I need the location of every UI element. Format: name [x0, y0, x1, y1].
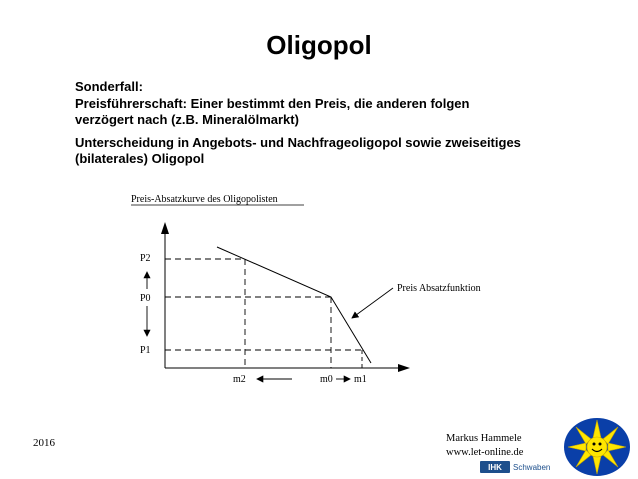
x-label-m1: m1 — [354, 374, 367, 385]
text-line-unterscheidung: Unterscheidung in Angebots- und Nachfrageoligopol sowie zweiseitiges — [75, 134, 521, 150]
ihk-logo — [480, 460, 566, 474]
x-label-m2: m2 — [233, 374, 246, 385]
ihk-text: Schwaben — [513, 462, 551, 472]
author-website[interactable]: www.let-online.de — [446, 447, 524, 458]
footer-author-block — [446, 432, 523, 460]
y-axis-arrowhead — [161, 222, 169, 234]
price-demand-curve — [217, 247, 371, 363]
text-line-sonderfall: Sonderfall: — [75, 79, 143, 94]
sun-logo-icon — [562, 416, 632, 478]
author-name: Markus Hammele — [446, 433, 522, 444]
y-label-p0: P0 — [140, 293, 151, 304]
text-line-preisfuehrerschaft: Preisführerschaft: Einer bestimmt den Preis, die anderen folgen — [75, 95, 470, 111]
footer-year: 2016 — [33, 437, 55, 449]
text-line-verzoegert: verzögert nach (z.B. Mineralölmarkt) — [75, 112, 299, 127]
text-line-bilaterales: (bilaterales) Oligopol — [75, 151, 205, 166]
slide-title: Oligopol — [266, 30, 372, 60]
x-label-m0: m0 — [320, 374, 333, 385]
x-axis-arrowhead — [398, 364, 410, 372]
ihk-mark: IHK — [480, 461, 510, 473]
curve-label: Preis Absatzfunktion — [397, 283, 481, 294]
curve-label-pointer — [352, 288, 393, 318]
y-label-p1: P1 — [140, 345, 151, 356]
diagram-title: Preis-Absatzkurve des Oligopolisten — [131, 194, 278, 205]
y-label-p2: P2 — [140, 253, 151, 264]
